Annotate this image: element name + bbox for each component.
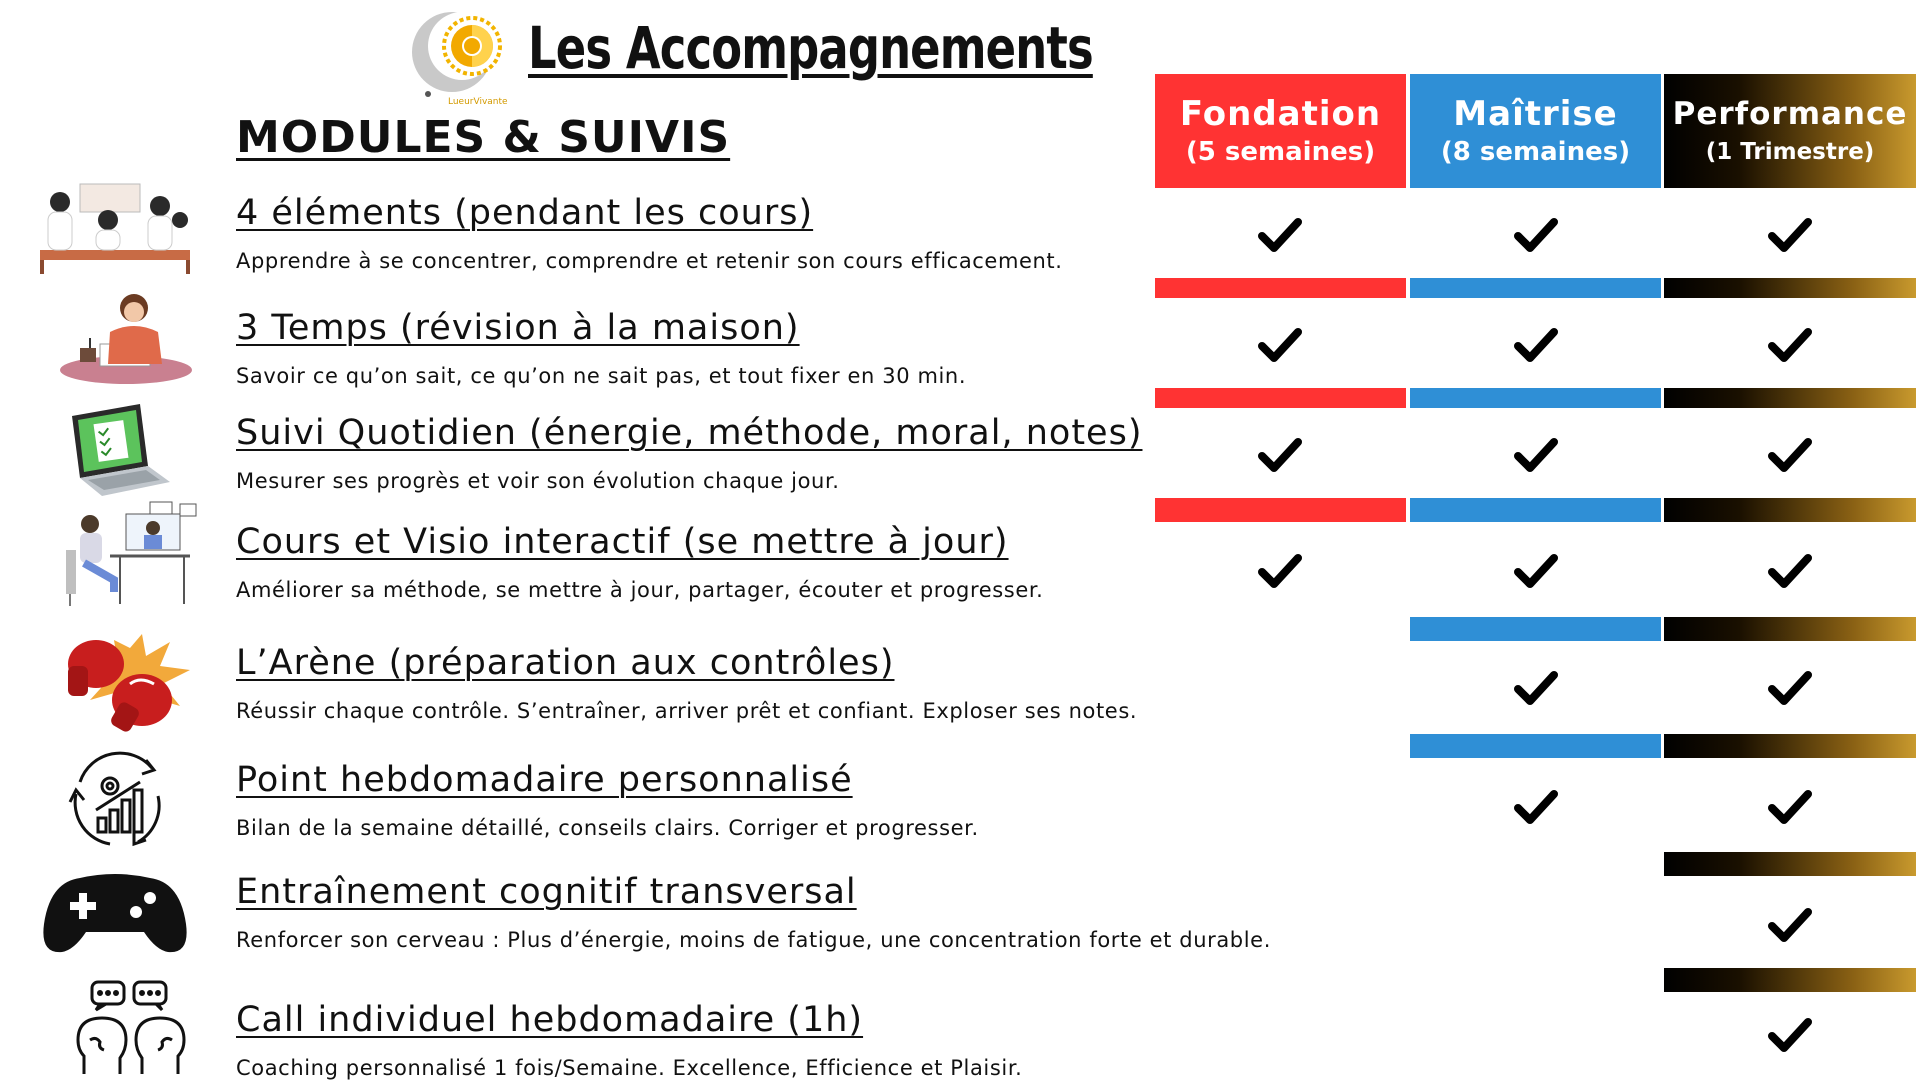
module-title: L’Arène (préparation aux contrôles) — [236, 643, 895, 683]
check-icon — [1258, 328, 1302, 364]
module-description: Apprendre à se concentrer, comprendre et retenir son cours efficacement. — [236, 249, 1063, 273]
module-description: Renforcer son cerveau : Plus d’énergie, moins de fatigue, une concentration forte et durable. — [236, 928, 1271, 952]
check-icon — [1258, 438, 1302, 474]
separator-bar-fondation — [1155, 278, 1406, 298]
separator-bar-maitrise — [1410, 498, 1661, 522]
plan-header-performance — [1664, 74, 1916, 188]
check-icon — [1768, 328, 1812, 364]
module-title: Point hebdomadaire personnalisé — [236, 760, 853, 800]
separator-bar-performance — [1664, 388, 1916, 408]
plan-header-fondation — [1155, 74, 1406, 188]
module-title: Call individuel hebdomadaire (1h) — [236, 1000, 864, 1040]
separator-bar-maitrise — [1410, 278, 1661, 298]
check-icon — [1514, 790, 1558, 826]
check-icon — [1514, 328, 1558, 364]
module-description: Mesurer ses progrès et voir son évolution chaque jour. — [236, 469, 840, 493]
separator-bar-performance — [1664, 968, 1916, 992]
plan-duration: (1 Trimestre) — [1705, 139, 1875, 165]
module-description: Améliorer sa méthode, se mettre à jour, partager, écouter et progresser. — [236, 578, 1044, 602]
plan-header-maitrise — [1410, 74, 1661, 188]
separator-bar-maitrise — [1410, 734, 1661, 758]
check-icon — [1768, 1018, 1812, 1054]
module-description: Bilan de la semaine détaillé, conseils clairs. Corriger et progresser. — [236, 816, 979, 840]
gamepad-icon — [30, 868, 200, 956]
separator-bar-performance — [1664, 617, 1916, 641]
check-icon — [1768, 554, 1812, 590]
boxing-gloves-icon — [30, 628, 200, 738]
separator-bar-maitrise — [1410, 617, 1661, 641]
page-title: Les Accompagnements — [528, 14, 1093, 82]
section-title: MODULES & SUIVIS — [236, 112, 731, 163]
check-icon — [1514, 671, 1558, 707]
student-studying-icon — [30, 288, 200, 388]
classroom-icon — [30, 180, 200, 276]
check-icon — [1514, 438, 1558, 474]
module-title: Suivi Quotidien (énergie, méthode, moral, notes) — [236, 413, 1143, 453]
check-icon — [1768, 671, 1812, 707]
growth-cycle-icon — [30, 748, 200, 850]
plan-duration: (5 semaines) — [1185, 137, 1376, 167]
plan-duration: (8 semaines) — [1440, 137, 1631, 167]
check-icon — [1258, 554, 1302, 590]
module-title: Cours et Visio interactif (se mettre à jour) — [236, 522, 1009, 562]
separator-bar-performance — [1664, 278, 1916, 298]
check-icon — [1768, 908, 1812, 944]
conversation-heads-icon — [30, 978, 200, 1078]
separator-bar-performance — [1664, 852, 1916, 876]
module-title: 4 éléments (pendant les cours) — [236, 193, 814, 233]
plan-name: Fondation — [1179, 94, 1382, 134]
separator-bar-performance — [1664, 498, 1916, 522]
plan-name: Maîtrise — [1453, 94, 1618, 134]
separator-bar-fondation — [1155, 498, 1406, 522]
module-title: Entraînement cognitif transversal — [236, 872, 857, 912]
module-description: Coaching personnalisé 1 fois/Semaine. Excellence, Efficience et Plaisir. — [236, 1056, 1023, 1080]
plan-name: Performance — [1672, 96, 1908, 132]
module-title: 3 Temps (révision à la maison) — [236, 308, 800, 348]
separator-bar-performance — [1664, 734, 1916, 758]
check-icon — [1258, 218, 1302, 254]
sun-moon-logo-icon — [408, 8, 516, 108]
check-icon — [1768, 790, 1812, 826]
module-description: Réussir chaque contrôle. S’entraîner, arriver prêt et confiant. Exploser ses notes. — [236, 699, 1138, 723]
check-icon — [1514, 218, 1558, 254]
check-icon — [1768, 438, 1812, 474]
separator-bar-fondation — [1155, 388, 1406, 408]
check-icon — [1514, 554, 1558, 590]
svg-text:LueurVivante: LueurVivante — [448, 97, 508, 107]
module-description: Savoir ce qu’on sait, ce qu’on ne sait pas, et tout fixer en 30 min. — [236, 364, 967, 388]
separator-bar-maitrise — [1410, 388, 1661, 408]
video-call-icon — [30, 500, 200, 608]
laptop-checklist-icon — [30, 402, 200, 498]
check-icon — [1768, 218, 1812, 254]
